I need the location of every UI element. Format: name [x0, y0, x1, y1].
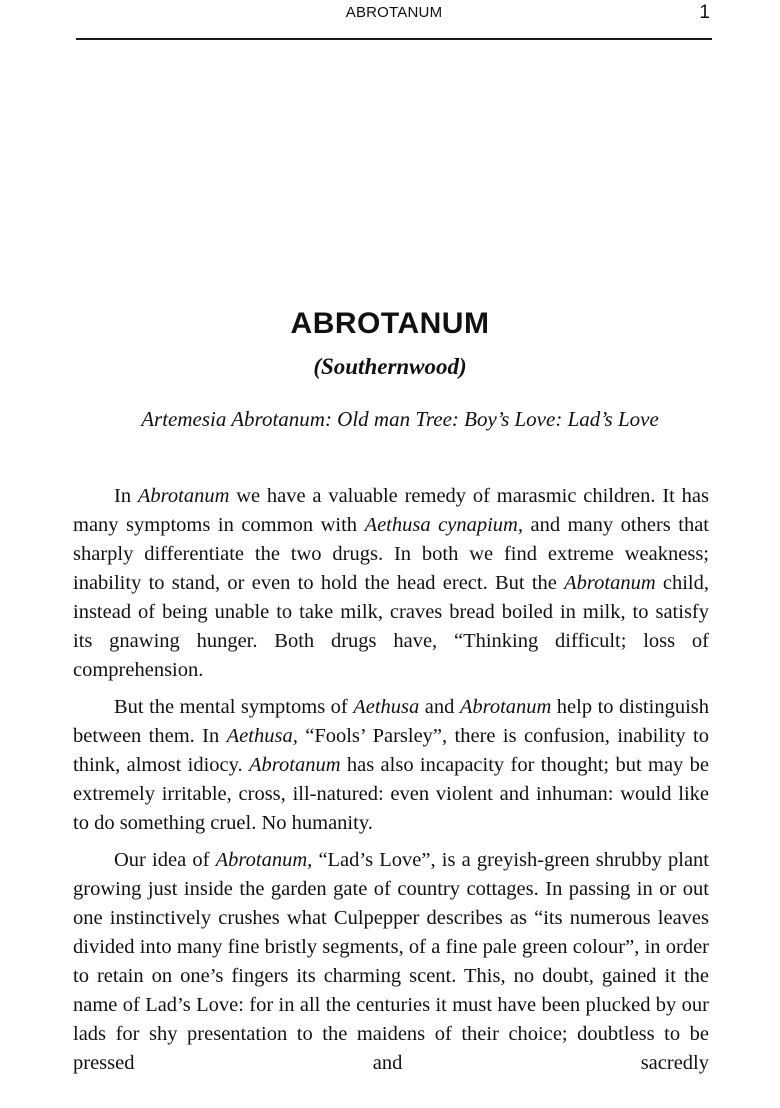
running-title: ABROTANUM: [345, 4, 443, 21]
italic-term: Abrotanum,: [215, 849, 313, 871]
text-run: and many others that sharply differentiate the two drugs. In both we find extreme weakness; inability to stand, or even to hold the head erect. But the: [73, 514, 710, 594]
italic-term: Abrotanum: [459, 696, 552, 718]
italic-term: Aethusa cynapium,: [364, 514, 523, 536]
text-run: In: [114, 485, 138, 507]
running-header: [76, 0, 712, 40]
paragraph: [73, 482, 709, 685]
synonyms-line: Artemesia Abrotanum: Old man Tree: Boy’s Love: Lad’s Love: [141, 407, 659, 431]
text-run: “Lad’s Love”, is a greyish-green shrubby plant growing just inside the garden gate of country cottages. In passing in or out one instinctively crushes what Culpepper describes as “its numerous leaves divided into many fine bristly segments, of a fine pale green colour”, in order to retain on one’s fingers its charming scent. This, no doubt, gained it the name of Lad’s Love: for in all the centuries it must have been plucked by our lads for shy presentation to the maidens of their choice; doubtless to be pressed and sacredly: [73, 849, 709, 1074]
text-run: “Fools’ Parsley”, there is confusion, inability to think, almost idiocy.: [73, 725, 709, 776]
page-number: 1: [699, 2, 710, 23]
paragraph: [73, 693, 709, 838]
chapter-title: ABROTANUM: [290, 307, 490, 340]
text-run: child, instead of being unable to take milk, craves bread boiled in milk, to satisfy its gnawing hunger. Both drugs have, “Thinking difficult; loss of comprehension.: [73, 572, 710, 681]
text-run: has also incapacity for thought; but may be extremely irritable, cross, ill-natured: even violent and inhuman: would like to do something cruel. No humanity.: [73, 754, 709, 834]
text-run: help to distinguish between them. In: [73, 696, 709, 747]
text-run: But the mental symptoms of: [114, 696, 354, 718]
italic-term: Abrotanum: [564, 572, 656, 594]
body-text: [73, 482, 709, 1078]
italic-term: Abrotanum: [249, 754, 341, 776]
italic-term: Aethusa,: [226, 725, 298, 747]
italic-term: Abrotanum: [137, 485, 230, 507]
text-run: Our idea of: [114, 849, 216, 871]
text-run: we have a valuable remedy of marasmic children. It has many symptoms in common with: [73, 485, 709, 536]
chapter-subtitle: (Southernwood): [313, 354, 467, 379]
paragraph: [73, 846, 709, 1078]
italic-term: Aethusa: [353, 696, 420, 718]
text-run: and: [419, 696, 460, 718]
